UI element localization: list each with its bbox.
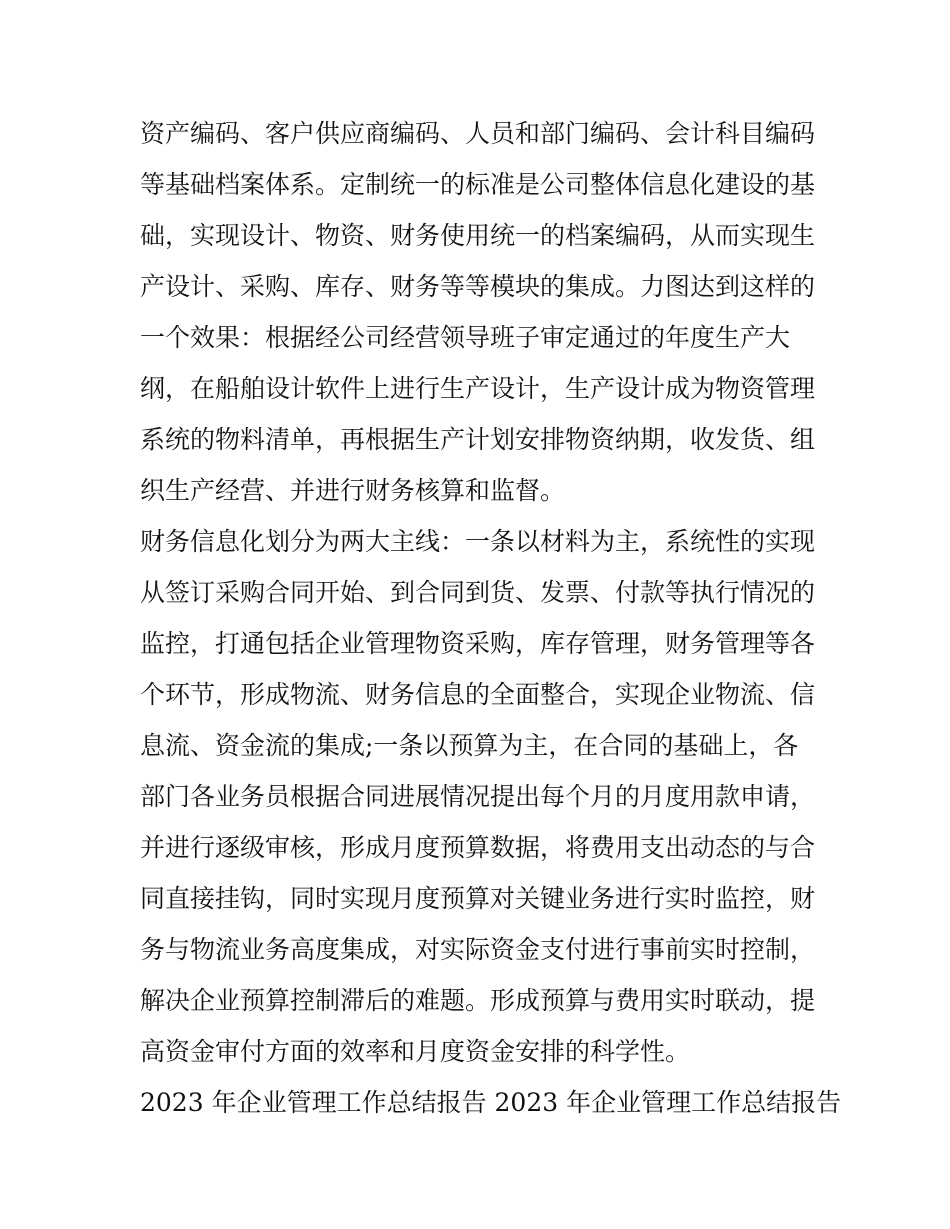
- body-text: [140, 108, 842, 1128]
- text-line: 等基础档案体系。定制统一的标准是公司整体信息化建设的基: [140, 170, 816, 199]
- text-line: 监控，打通包括企业管理物资采购，库存管理，财务管理等各: [140, 629, 816, 658]
- text-line: 产设计、采购、库存、财务等等模块的集成。力图达到这样的: [140, 272, 816, 301]
- text-line: 息流、资金流的集成;一条以预算为主，在合同的基础上，各: [140, 731, 799, 760]
- text-line: 一个效果：根据经公司经营领导班子审定通过的年度生产大: [140, 323, 791, 352]
- text-line: 并进行逐级审核，形成月度预算数据，将费用支出动态的与合: [140, 833, 816, 862]
- text-line: 系统的物料清单，再根据生产计划安排物资纳期，收发货、组: [140, 425, 816, 454]
- text-line: 从签订采购合同开始、到合同到货、发票、付款等执行情况的: [140, 578, 816, 607]
- text-line: 高资金审付方面的效率和月度资金安排的科学性。: [140, 1037, 691, 1066]
- text-line: 同直接挂钩，同时实现月度预算对关键业务进行实时监控，财: [140, 884, 816, 913]
- text-line: 纲，在船舶设计软件上进行生产设计，生产设计成为物资管理: [140, 374, 816, 403]
- text-line: 解决企业预算控制滞后的难题。形成预算与费用实时联动，提: [140, 986, 816, 1015]
- text-line: 务与物流业务高度集成，对实际资金支付进行事前实时控制，: [140, 935, 816, 964]
- text-line: 财务信息化划分为两大主线：一条以材料为主，系统性的实现: [140, 527, 816, 556]
- text-line: 织生产经营、并进行财务核算和监督。: [140, 476, 566, 505]
- footer-title-line: 2023 年企业管理工作总结报告 2023 年企业管理工作总结报告: [140, 1088, 842, 1117]
- text-line: 资产编码、客户供应商编码、人员和部门编码、会计科目编码: [140, 119, 816, 148]
- text-line: 础，实现设计、物资、财务使用统一的档案编码，从而实现生: [140, 221, 816, 250]
- text-line: 个环节，形成物流、财务信息的全面整合，实现企业物流、信: [140, 680, 816, 709]
- text-line: 部门各业务员根据合同进展情况提出每个月的月度用款申请，: [140, 782, 816, 811]
